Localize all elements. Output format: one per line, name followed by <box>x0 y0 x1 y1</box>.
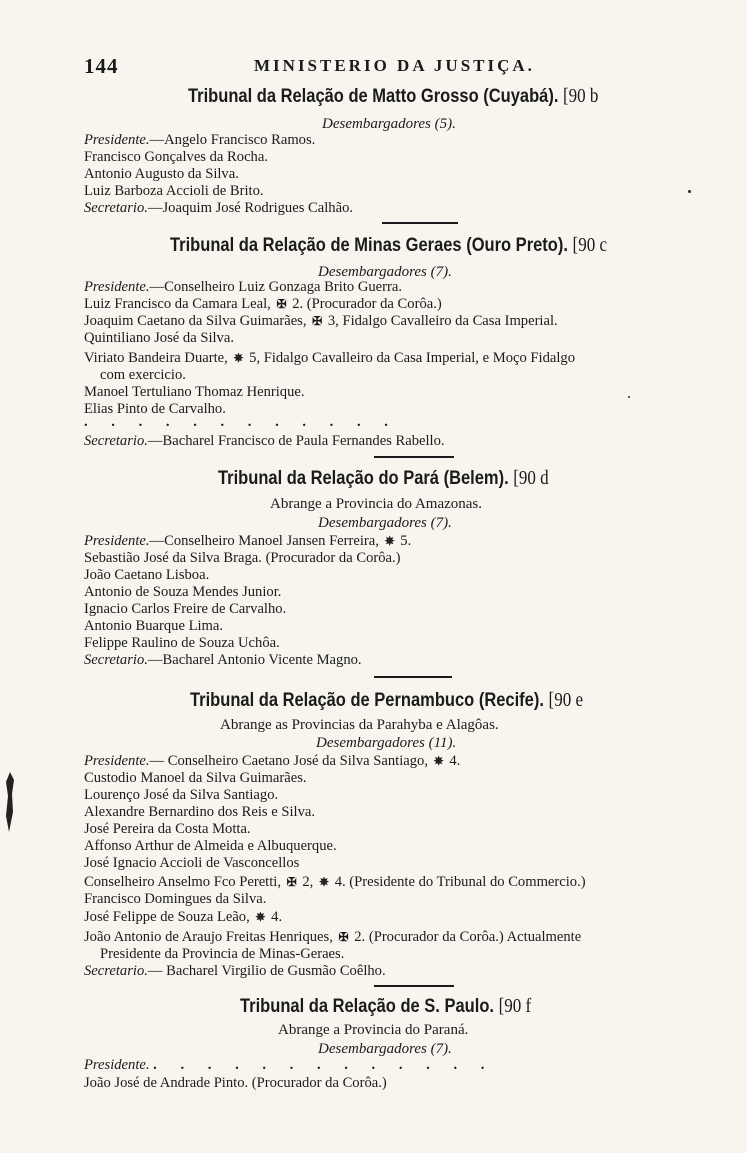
ellipsis-dots: . . . . . . . . . . . . . <box>153 1057 495 1073</box>
cross-icon: ✠ <box>286 875 297 889</box>
entry-line: Sebastião José da Silva Braga. (Procurador da Corôa.) <box>84 550 401 566</box>
section-title-matto-grosso <box>188 85 598 108</box>
section-ref: [90 e <box>548 688 583 711</box>
entry-line <box>84 963 386 980</box>
section-divider <box>374 985 454 987</box>
entry-text: — Bacharel Virgilio de Gusmão Coêlho. <box>147 963 386 979</box>
entry-text: 5, Fidalgo Cavalleiro da Casa Imperial, e Moço Fidalgo <box>249 350 576 366</box>
ellipsis-dots: . . . . . . . . . . . . <box>84 414 398 430</box>
entry-line: José Ignacio Accioli de Vasconcellos <box>84 855 300 871</box>
entry-line <box>84 279 402 296</box>
entry-line: Alexandre Bernardino dos Reis e Silva. <box>84 804 316 820</box>
cross-icon: ✠ <box>276 297 287 311</box>
cross-icon: ✠ <box>312 314 323 328</box>
star-cross-icon: ✵ <box>433 754 444 768</box>
section-note: Abrange as Provincias da Parahyba e Alagôas. <box>220 717 499 733</box>
star-cross-icon: ✵ <box>384 534 395 548</box>
section-divider <box>374 456 454 458</box>
entry-text: —Joaquim José Rodrigues Calhão. <box>147 200 354 216</box>
page-number: 144 <box>84 54 119 78</box>
running-title: MINISTERIO DA JUSTIÇA. <box>254 56 535 75</box>
entry-text: 2. (Procurador da Corôa.) <box>292 296 442 312</box>
entry-text: Luiz Francisco da Camara Leal, <box>84 296 271 312</box>
entry-line <box>84 350 575 367</box>
entry-text: João Antonio de Araujo Freitas Henriques, <box>84 929 333 945</box>
entry-line <box>84 433 445 450</box>
entry-line <box>84 132 315 149</box>
entry-text: Conselheiro Anselmo Fco Peretti, <box>84 874 281 890</box>
section-title-text: Tribunal da Relação de S. Paulo. <box>240 995 494 1017</box>
section-subtitle: Desembargadores (11). <box>316 735 457 751</box>
section-title-text: Tribunal da Relação do Pará (Belem). <box>218 467 509 489</box>
section-ref: [90 b <box>563 84 599 107</box>
entry-line: Francisco Gonçalves da Rocha. <box>84 149 268 165</box>
star-cross-icon: ✵ <box>233 351 244 365</box>
entry-label: Presidente. <box>84 132 150 148</box>
entry-text: —Bacharel Antonio Vicente Magno. <box>147 652 362 668</box>
entry-label: Secretario. <box>84 652 148 668</box>
entry-line <box>84 874 586 891</box>
entry-text: — Conselheiro Caetano José da Silva Santiago, <box>149 753 428 769</box>
entry-line <box>84 1057 494 1074</box>
section-subtitle: Desembargadores (7). <box>318 515 452 531</box>
entry-label: Presidente. <box>84 1057 150 1073</box>
entry-line <box>84 533 411 550</box>
entry-text: 4. <box>271 909 283 925</box>
entry-line <box>84 296 442 313</box>
section-title-text: Tribunal da Relação de Matto Grosso (Cuyabá). <box>188 85 559 107</box>
entry-text: 4. (Presidente do Tribunal do Commercio.) <box>334 874 586 890</box>
scan-speck <box>628 396 630 398</box>
entry-line: Lourenço José da Silva Santiago. <box>84 787 279 803</box>
entry-text: 2, <box>302 874 314 890</box>
section-divider <box>374 676 452 678</box>
entry-line: Antonio Buarque Lima. <box>84 618 224 634</box>
entry-line: João Caetano Lisboa. <box>84 567 210 583</box>
entry-line: com exercicio. <box>100 367 186 383</box>
entry-line: Antonio de Souza Mendes Junior. <box>84 584 282 600</box>
entry-line <box>84 652 362 669</box>
entry-label: Secretario. <box>84 433 148 449</box>
entry-text: Viriato Bandeira Duarte, <box>84 350 228 366</box>
entry-line: José Pereira da Costa Motta. <box>84 821 251 837</box>
section-note: Abrange a Provincia do Paraná. <box>278 1022 469 1038</box>
entry-label: Presidente. <box>84 533 150 549</box>
section-title-minas-geraes <box>170 234 607 257</box>
entry-text: 2. (Procurador da Corôa.) Actualmente <box>354 929 582 945</box>
entry-label: Secretario. <box>84 963 148 979</box>
entry-line: Antonio Augusto da Silva. <box>84 166 239 182</box>
star-cross-icon: ✵ <box>255 910 266 924</box>
entry-label: Secretario. <box>84 200 148 216</box>
entry-line: Affonso Arthur de Almeida e Albuquerque. <box>84 838 337 854</box>
entry-line: Luiz Barboza Accioli de Brito. <box>84 183 264 199</box>
entry-line: Custodio Manoel da Silva Guimarães. <box>84 770 307 786</box>
section-title-text: Tribunal da Relação de Pernambuco (Recife). <box>190 689 544 711</box>
section-subtitle: Desembargadores (5). <box>322 116 456 132</box>
entry-label: Presidente. <box>84 279 150 295</box>
binding-mark <box>4 772 16 832</box>
entry-line <box>84 200 353 217</box>
entry-line: Ignacio Carlos Freire de Carvalho. <box>84 601 287 617</box>
entry-text: José Felippe de Souza Leão, <box>84 909 250 925</box>
cross-icon: ✠ <box>338 930 349 944</box>
star-cross-icon: ✵ <box>318 875 330 889</box>
entry-line: Felippe Raulino de Souza Uchôa. <box>84 635 280 651</box>
section-title-para <box>218 467 549 490</box>
entry-label: Presidente. <box>84 753 150 769</box>
entry-text: —Conselheiro Luiz Gonzaga Brito Guerra. <box>149 279 402 295</box>
entry-line: Elias Pinto de Carvalho. <box>84 401 226 417</box>
scan-speck <box>688 190 691 193</box>
section-note: Abrange a Provincia do Amazonas. <box>270 496 483 512</box>
entry-line: Presidente da Provincia de Minas-Geraes. <box>100 946 345 962</box>
entry-text: 4. <box>449 753 461 769</box>
entry-text: —Conselheiro Manoel Jansen Ferreira, <box>149 533 379 549</box>
entry-line <box>84 909 282 926</box>
entry-line <box>84 753 460 770</box>
section-divider <box>382 222 458 224</box>
section-subtitle: Desembargadores (7). <box>318 264 452 280</box>
entry-text: 3, Fidalgo Cavalleiro da Casa Imperial. <box>327 313 558 329</box>
entry-line <box>84 929 581 946</box>
section-ref: [90 c <box>572 233 608 256</box>
entry-line: Quintiliano José da Silva. <box>84 330 234 346</box>
entry-line: Manoel Tertuliano Thomaz Henrique. <box>84 384 305 400</box>
entry-line: João José de Andrade Pinto. (Procurador da Corôa.) <box>84 1075 387 1091</box>
section-title-pernambuco <box>190 689 583 712</box>
section-subtitle: Desembargadores (7). <box>318 1041 452 1057</box>
section-title-text: Tribunal da Relação de Minas Geraes (Ouro Preto). <box>170 234 568 256</box>
running-head <box>84 54 711 78</box>
section-ref: [90 f <box>498 994 532 1017</box>
section-title-sao-paulo <box>240 995 531 1018</box>
section-ref: [90 d <box>513 466 549 489</box>
entry-text: Joaquim Caetano da Silva Guimarães, <box>84 313 307 329</box>
entry-text: 5. <box>400 533 412 549</box>
entry-line: Francisco Domingues da Silva. <box>84 891 267 907</box>
entry-text: —Bacharel Francisco de Paula Fernandes Rabello. <box>147 433 445 449</box>
entry-line <box>84 313 558 330</box>
entry-text: —Angelo Francisco Ramos. <box>149 132 316 148</box>
